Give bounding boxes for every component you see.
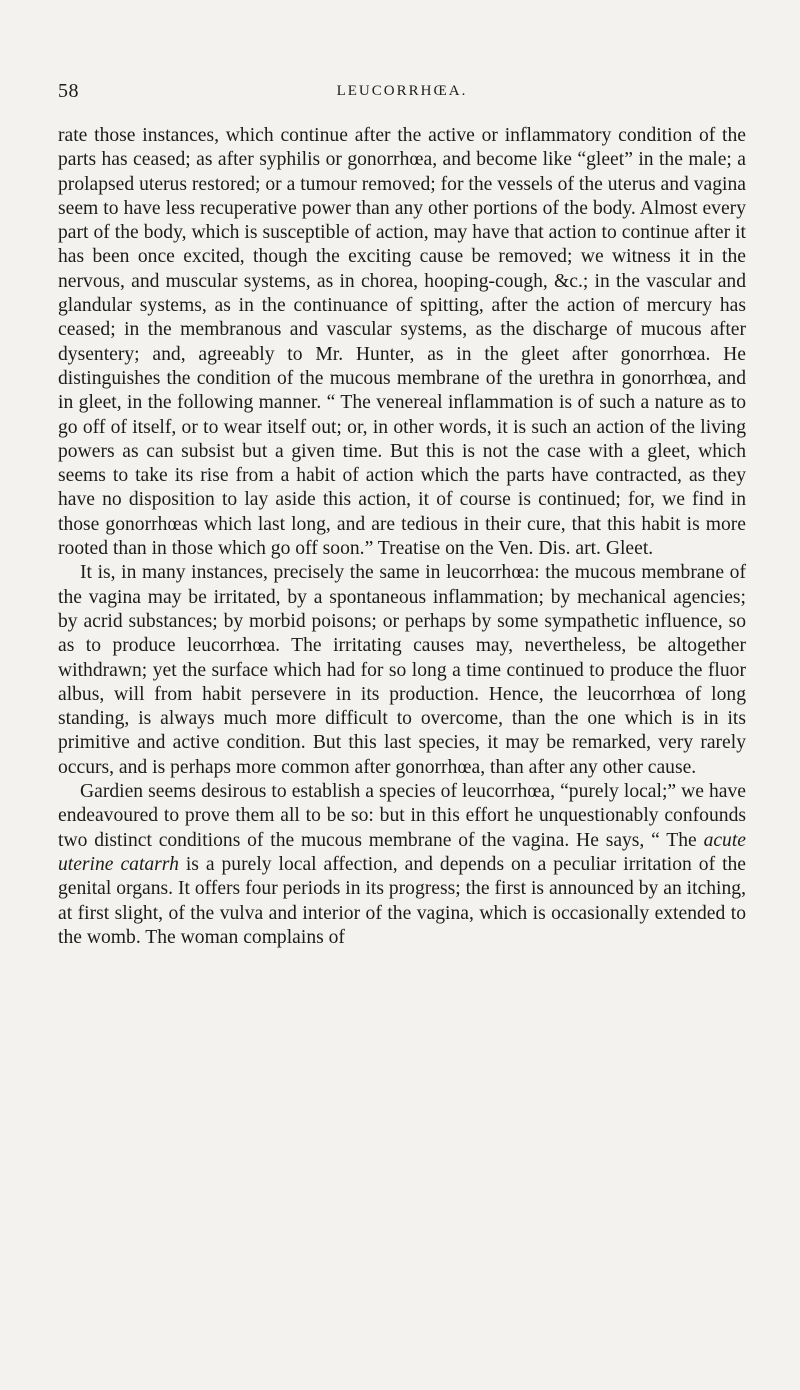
paragraph-2: It is, in many instances, precisely the same in leucorrhœa: the mucous membrane of the vagina may be irritated, by a spontaneous inflammation; by mechanical agencies; by acrid substances; by morbid poisons; or perhaps by some sympathetic influence, so as to produce leucorrhœa. The irritating causes may, nevertheless, be altogether withdrawn; yet the surface which had for so long a time continued to produce the fluor albus, will from habit persevere in its production. Hence, the leucorrhœa of long standing, is always much more difficult to overcome, than the one which is in its primitive and active condition. But this last species, it may be remarked, very rarely occurs, and is perhaps more common after gonorrhœa, than after any other cause.	[58, 562, 746, 778]
page-number: 58	[58, 80, 79, 102]
paragraph-3-text-start: Gardien seems desirous to establish a species of leucorrhœa, “purely local;” we have endeavoured to prove them all to be so: but in this effort he unquestionably confounds two distinct conditions of the mucous membrane of the vagina. He says, “ The	[58, 781, 746, 851]
paragraph-3-italic-term: acute uterine catarrh	[58, 829, 746, 875]
paragraph-3	[58, 780, 746, 950]
paragraph-1: rate those instances, which continue after the active or inflammatory condition of the parts has ceased; as after syphilis or gonorrhœa, and become like “gleet” in the male; a prolapsed uterus restored; or a tumour removed; for the vessels of the uterus and vagina seem to have less recuperative power than any other portions of the body. Almost every part of the body, which is susceptible of action, may have that action to continue after it has been once excited, though the exciting cause be removed; we witness it in the nervous, and muscular systems, as in chorea, hooping-cough, &c.; in the vascular and glandular systems, as in the continuance of spitting, after the action of mercury has ceased; in the membranous and vascular systems, as the discharge of mucous after dysentery; and, agreeably to Mr. Hunter, as in the gleet after gonorrhœa. He distinguishes the condition of the mucous membrane of the urethra in gonorrhœa, and in gleet, in the following manner. “ The venereal inflammation is of such a nature as to go off of itself, or to wear itself out; or, in other words, it is such an action of the living powers as can subsist but a given time. But this is not the case with a gleet, which seems to take its rise from a habit of action which the parts have contracted, as they have no disposition to lay aside this action, it of course is continued; for, we find in those gonorrhœas which last long, and are tedious in their cure, that this habit is more rooted than in those which go off soon.” Treatise on the Ven. Dis. art. Gleet.	[58, 125, 746, 560]
body-text	[58, 124, 746, 950]
paragraph-3-text-end: is a purely local affection, and depends on a peculiar irritation of the genital organs. It offers four periods in its progress; the first is announced by an itching, at first slight, of the vulva and interior of the vagina, which is occasionally extended to the womb. The woman complains of	[58, 853, 747, 948]
running-head: LEUCORRHŒA.	[336, 83, 468, 99]
page-header	[58, 80, 746, 108]
